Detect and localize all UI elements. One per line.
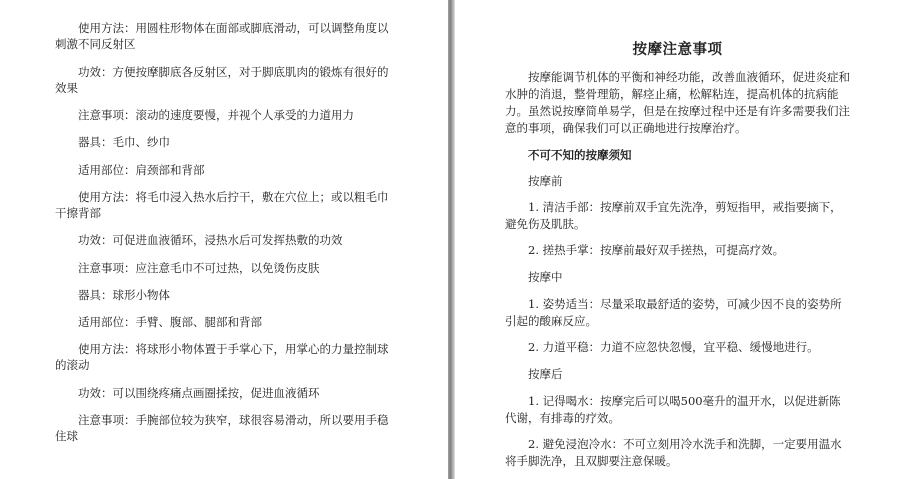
paragraph: 器具：球形小物体 [78,288,170,302]
paragraph: 器具：毛巾、纱巾 [78,135,170,149]
paragraph: 注意事项：手腕部位较为狭窄，球很容易滑动，所以要用手稳住球 [55,413,389,443]
intro-paragraph: 按摩能调节机体的平衡和神经功能，改善血液循环，促进炎症和水肿的消退，整骨理筋，解痉止痛，松解粘连，提高机体的抗病能力。虽然说按摩简单易学，但是在按摩过程中还是有许多需要我们注意的事项，确保我们可以正确地进行按摩治疗。 [505,70,850,135]
paragraph: 注意事项：应注意毛巾不可过热，以免烫伤皮肤 [78,261,320,275]
list-item: 2. 力道平稳：力道不应忽快忽慢，宜平稳、缓慢地进行。 [528,340,819,354]
paragraph: 适用部位：手臂、腹部、腿部和背部 [78,315,262,329]
subsection-heading: 按摩中 [528,270,563,284]
paragraph: 功效：可以围绕疼痛点画圈揉按，促进血液循环 [78,386,320,400]
list-item: 2. 避免浸泡冷水：不可立刻用冷水洗手和洗脚，一定要用温水将手脚洗净，且双脚要注意保暖。 [505,437,842,468]
section-heading: 不可不知的按摩须知 [528,148,632,162]
right-page [455,0,900,479]
subsection-heading: 按摩后 [528,367,563,381]
paragraph: 适用部位：肩颈部和背部 [78,163,205,177]
list-item: 2. 搓热手掌：按摩前最好双手搓热，可提高疗效。 [528,243,785,257]
paragraph: 使用方法：将球形小物体置于手掌心下，用掌心的力量控制球的滚动 [55,342,389,372]
page-title: 按摩注意事项 [632,41,723,58]
list-item: 1. 姿势适当：尽量采取最舒适的姿势，可减少因不良的姿势所引起的酸麻反应。 [505,297,842,328]
list-item: 1. 记得喝水：按摩完后可以喝500毫升的温开水，以促进新陈代谢，有排毒的疗效。 [505,394,841,425]
page-divider [448,0,455,479]
subsection-heading: 按摩前 [528,174,563,188]
paragraph: 功效：方便按摩脚底各反射区，对于脚底肌肉的锻炼有很好的效果 [55,65,389,95]
paragraph: 使用方法：用圆柱形物体在面部或脚底滑动，可以调整角度以刺激不同反射区 [55,21,389,51]
paragraph: 功效：可促进血液循环，浸热水后可发挥热敷的功效 [78,233,343,247]
left-page [0,0,448,479]
list-item: 1. 清洁手部：按摩前双手宜先洗净，剪短指甲，戒指要摘下，避免伤及肌肤。 [505,200,842,231]
paragraph: 使用方法：将毛巾浸入热水后拧干，敷在穴位上；或以粗毛巾干擦背部 [55,190,389,220]
paragraph: 注意事项：滚动的速度要慢，并视个人承受的力道用力 [78,108,354,122]
